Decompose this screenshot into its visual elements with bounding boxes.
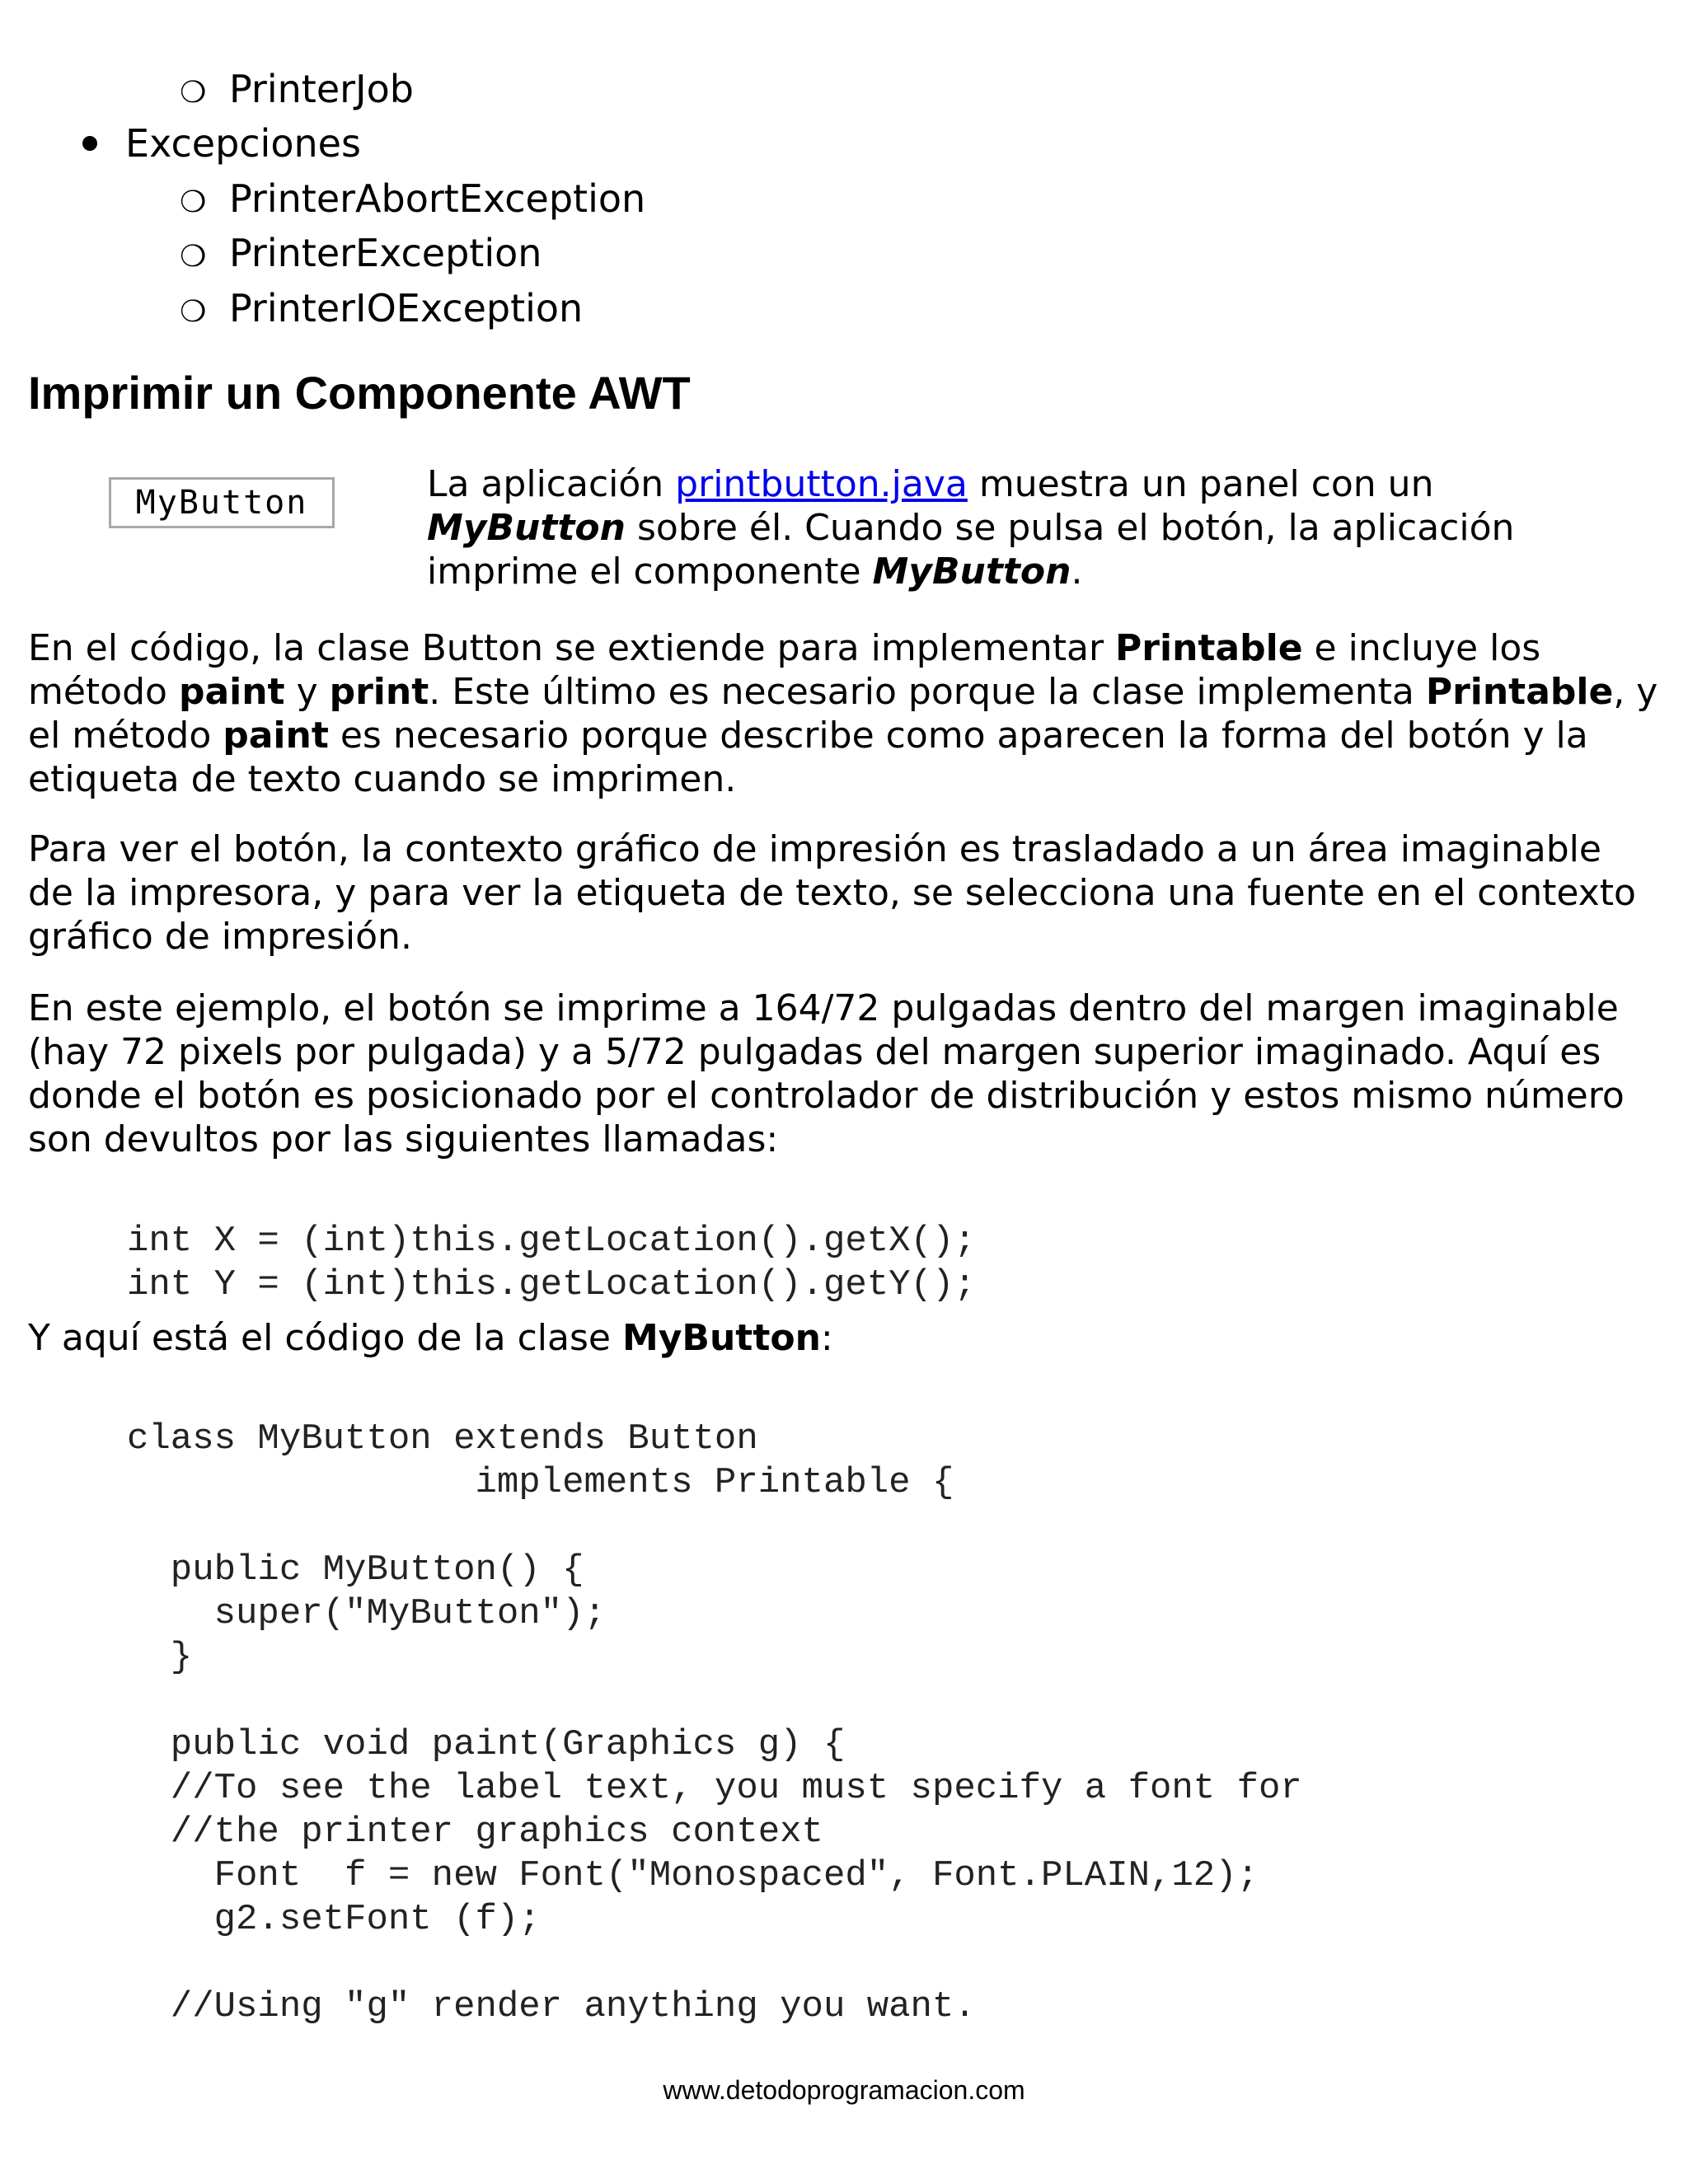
disc-bullet-icon <box>82 136 97 151</box>
para-text: e incluye los método <box>28 627 1541 713</box>
circle-bullet-icon: ❍ <box>180 240 207 274</box>
para-bold-term: Printable <box>1425 671 1614 713</box>
code-snippet-location: int X = (int)this.getLocation().getX(); int Y = (int)this.getLocation().getY(); <box>127 1221 976 1305</box>
para-bold-term: Printable <box>1115 627 1303 669</box>
list-subitem-label: PrinterAbortException <box>229 176 646 221</box>
intro-text: muestra un panel con un <box>967 463 1434 505</box>
intro-text: La aplicación <box>427 463 676 505</box>
para-text: En el código, la clase Button se extiende para implementar <box>28 627 1116 669</box>
printbutton-java-link[interactable]: printbutton.java <box>675 463 968 505</box>
para-bold-term: paint <box>178 671 285 713</box>
para-text: , y el método <box>28 671 1658 757</box>
circle-bullet-icon: ❍ <box>180 185 207 219</box>
paragraph-graphics-context: Para ver el botón, la contexto gráfico de impresión es trasladado a un área imaginable de la impresora, y para ver la etiqueta de texto, se selecciona una fuente en el contexto gráfico de impresión. <box>28 828 1636 958</box>
list-subitem <box>180 176 645 226</box>
paragraph-printable <box>28 626 1664 801</box>
para-text: y <box>284 671 330 713</box>
list-subitem <box>180 66 414 116</box>
intro-bold-term: MyButton <box>427 507 626 549</box>
paragraph-class-intro <box>28 1316 833 1360</box>
para-text: : <box>820 1317 833 1359</box>
mybutton-demo-image: MyButton <box>109 477 335 528</box>
code-snippet-mybutton-class: class MyButton extends Button implements Printable { public MyButton() { super("MyButton"); } public void paint(Graphics g) { //To see the label text, you must specify a font for //the printer graphics context Font f = new Font("Monospaced", Font.PLAIN,12); g2.setFont (f); //Using "g" render anything you want. <box>127 1418 1302 2027</box>
intro-bold-term: MyButton <box>872 551 1071 593</box>
para-bold-term: paint <box>223 715 329 757</box>
intro-paragraph <box>427 462 1639 593</box>
page-footer-url: www.detodoprogramacion.com <box>663 2075 1025 2105</box>
paragraph-position: En este ejemplo, el botón se imprime a 164/72 pulgadas dentro del margen imaginable (hay 72 pixels por pulgada) y a 5/72 pulgadas del margen superior imaginado. Aquí es donde el botón es posicionado por el controlador de distribución y estos mismo número son devultos por las siguientes llamadas: <box>28 987 1625 1160</box>
list-subitem-label: PrinterIOException <box>229 286 584 330</box>
list-subitem <box>180 230 542 280</box>
list-subitem-label: PrinterJob <box>229 67 414 111</box>
para-bold-term: print <box>329 671 429 713</box>
circle-bullet-icon: ❍ <box>180 295 207 329</box>
intro-text: . <box>1071 551 1083 593</box>
para-text: . Este último es necesario porque la clase implementa <box>429 671 1426 713</box>
para-text: Y aquí está el código de la clase <box>28 1317 622 1359</box>
para-text: es necesario porque describe como aparecen la forma del botón y la etiqueta de texto cuando se imprimen. <box>28 715 1588 800</box>
list-item-label: Excepciones <box>125 121 361 166</box>
intro-text: sobre él. Cuando se pulsa el botón, la aplicación imprime el componente <box>427 507 1515 593</box>
list-item <box>82 120 361 166</box>
circle-bullet-icon: ❍ <box>180 76 207 110</box>
list-subitem <box>180 285 583 335</box>
para-bold-term: MyButton <box>621 1317 821 1359</box>
section-title: Imprimir un Componente AWT <box>28 367 691 419</box>
list-subitem-label: PrinterException <box>229 231 542 275</box>
